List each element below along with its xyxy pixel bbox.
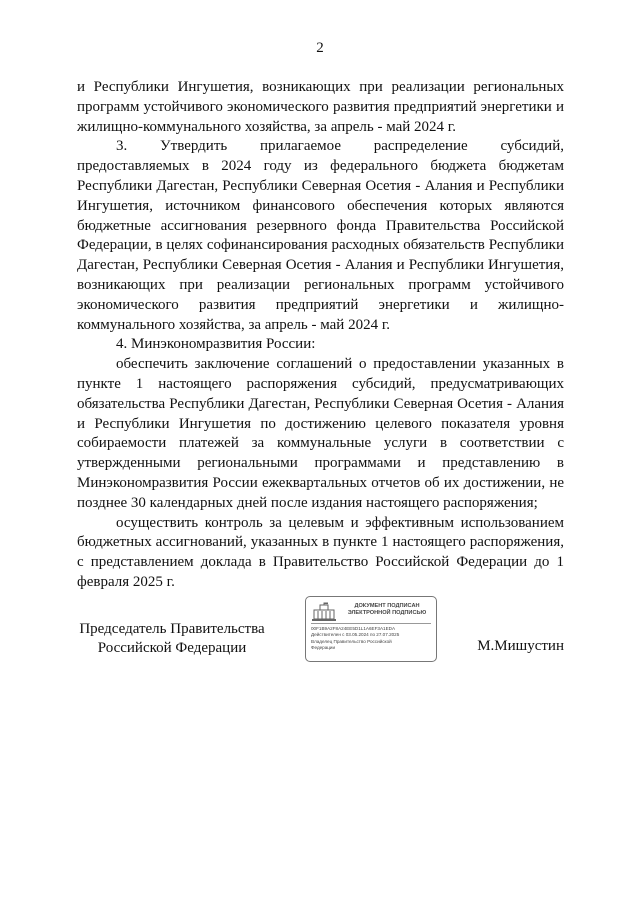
stamp-certificate: 00F1B9A2F8A24EE5D1L1A6EF3A1EDA	[311, 626, 396, 631]
stamp-owner: Владелец Правительство Российской	[311, 638, 392, 644]
body-paragraph: и Республики Ингушетия, возникающих при реализации региональных программ устойчивого экономического развития предприятий энергетики и жилищно-коммунального хозяйства, за апрель - май 2024 г.	[77, 79, 564, 135]
stamp-divider	[311, 623, 431, 624]
electronic-signature-stamp	[305, 596, 437, 662]
signature-block	[77, 596, 564, 666]
stamp-validity: Действителен с 03.05.2024 по 27.07.2025	[311, 632, 400, 638]
stamp-details	[311, 626, 435, 651]
body-paragraph: 3. Утвердить прилагаемое распределение субсидий, предоставляемых в 2024 году из федерального бюджета бюджетам Республики Дагестан, Республики Северная Осетия - Алания и Республики Ингушетия, источником финансового обеспечения которых являются бюджетные ассигнования резервного фонда Правительства Российской Федерации, в целях софинансирования расходных обязательств Республики Дагестан, Республики Северная Осетия - Алания и Республики Ингушетия, возникающих при реализации региональных программ устойчивого экономического развития предприятий энергетики и жилищно-коммунального хозяйства, за апрель - май 2024 г.	[77, 138, 564, 333]
signer-name: М.Мишустин	[477, 638, 564, 654]
body-paragraph: 4. Минэкономразвития России:	[116, 336, 316, 353]
signer-title-line: Российской Федерации	[97, 640, 247, 656]
stamp-owner: Федерации	[311, 644, 336, 650]
document-body	[77, 78, 564, 593]
body-paragraph: осуществить контроль за целевым и эффективным использованием бюджетных ассигнований, указанных в пункте 1 настоящего распоряжения, с представлением доклада в Правительство Российской Федерации до 1 февраля 2025 г.	[77, 514, 564, 590]
page-number: 2	[316, 40, 324, 56]
signer-title-line: Председатель Правительства	[79, 621, 265, 637]
stamp-heading: ДОКУМЕНТ ПОДПИСАН ЭЛЕКТРОННОЙ ПОДПИСЬЮ	[347, 603, 427, 616]
signer-title	[77, 620, 267, 658]
government-building-icon	[311, 602, 337, 622]
body-paragraph: обеспечить заключение соглашений о предоставлении указанных в пункте 1 настоящего распоряжения субсидий, предусматривающих обязательства Республики Дагестан, Республики Северная Осетия - Алания и Республики Ингушетия по достижению целевого показателя уровня собираемости платежей за коммунальные услуги в соответствии с утвержденными региональными программами и представлению в Минэкономразвития России ежеквартальных отчетов об их достижении, не позднее 30 календарных дней после издания настоящего распоряжения;	[77, 356, 564, 511]
